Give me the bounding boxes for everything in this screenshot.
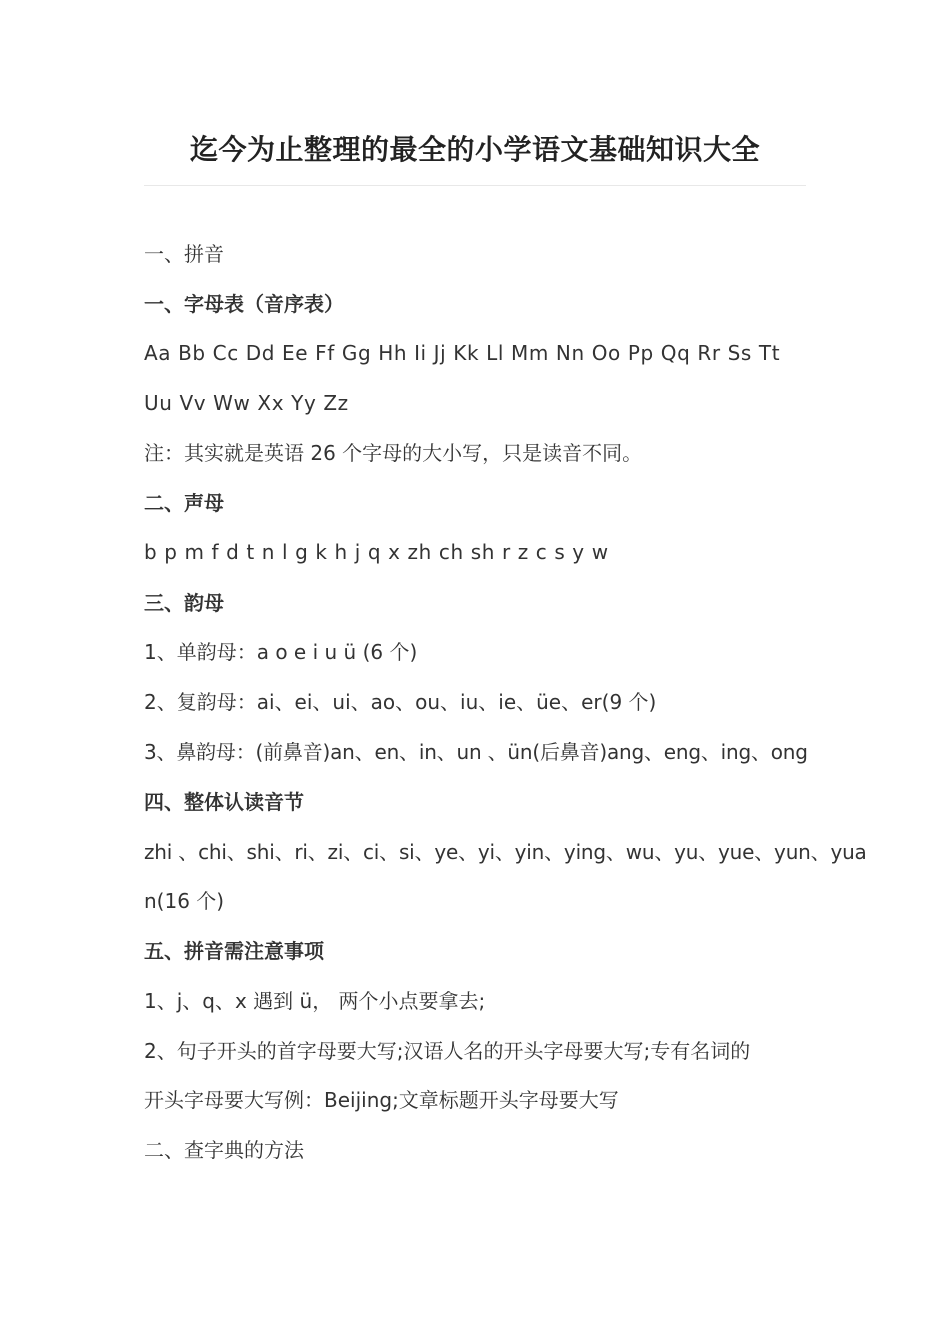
document-title: 迄今为止整理的最全的小学语文基础知识大全 (189, 133, 760, 166)
title-divider (144, 185, 806, 186)
simple-finals: 1、单韵母：a o e i u ü (6 个) (144, 640, 418, 664)
alphabet-line-2: Uu Vv Ww Xx Yy Zz (144, 391, 349, 415)
pinyin-note-2-line-1: 2、句子开头的首字母要大写;汉语人名的开头字母要大写;专有名词的 (144, 1039, 751, 1063)
whole-syllables-line-1: zhi 、chi、shi、ri、zi、ci、si、ye、yi、yin、ying、wu、yu、yue、yun、yua (144, 840, 867, 864)
pinyin-note-1: 1、j、q、x 遇到 ü， 两个小点要拿去; (144, 989, 486, 1013)
whole-syllables-line-2: n(16 个) (144, 889, 225, 913)
nasal-finals: 3、鼻韵母：(前鼻音)an、en、in、un 、ün(后鼻音)ang、eng、ing、ong (144, 740, 808, 764)
subheading-finals: 三、韵母 (144, 591, 224, 615)
initials-list: b p m f d t n l g k h j q x zh ch sh r z c s y w (144, 540, 609, 564)
compound-finals: 2、复韵母：ai、ei、ui、ao、ou、iu、ie、üe、er(9 个) (144, 690, 657, 714)
section-heading-pinyin: 一、拼音 (144, 242, 224, 266)
subheading-initials: 二、声母 (144, 491, 224, 515)
subheading-alphabet: 一、字母表（音序表） (144, 292, 344, 316)
subheading-pinyin-notes: 五、拼音需注意事项 (144, 939, 324, 963)
alphabet-note: 注：其实就是英语 26 个字母的大小写，只是读音不同。 (144, 441, 643, 465)
subheading-whole-syllables: 四、整体认读音节 (144, 790, 304, 814)
section-heading-dictionary: 二、查字典的方法 (144, 1138, 304, 1162)
alphabet-line-1: Aa Bb Cc Dd Ee Ff Gg Hh Ii Jj Kk Ll Mm Nn Oo Pp Qq Rr Ss Tt (144, 341, 781, 365)
pinyin-note-2-line-2: 开头字母要大写例：Beijing;文章标题开头字母要大写 (144, 1088, 619, 1112)
